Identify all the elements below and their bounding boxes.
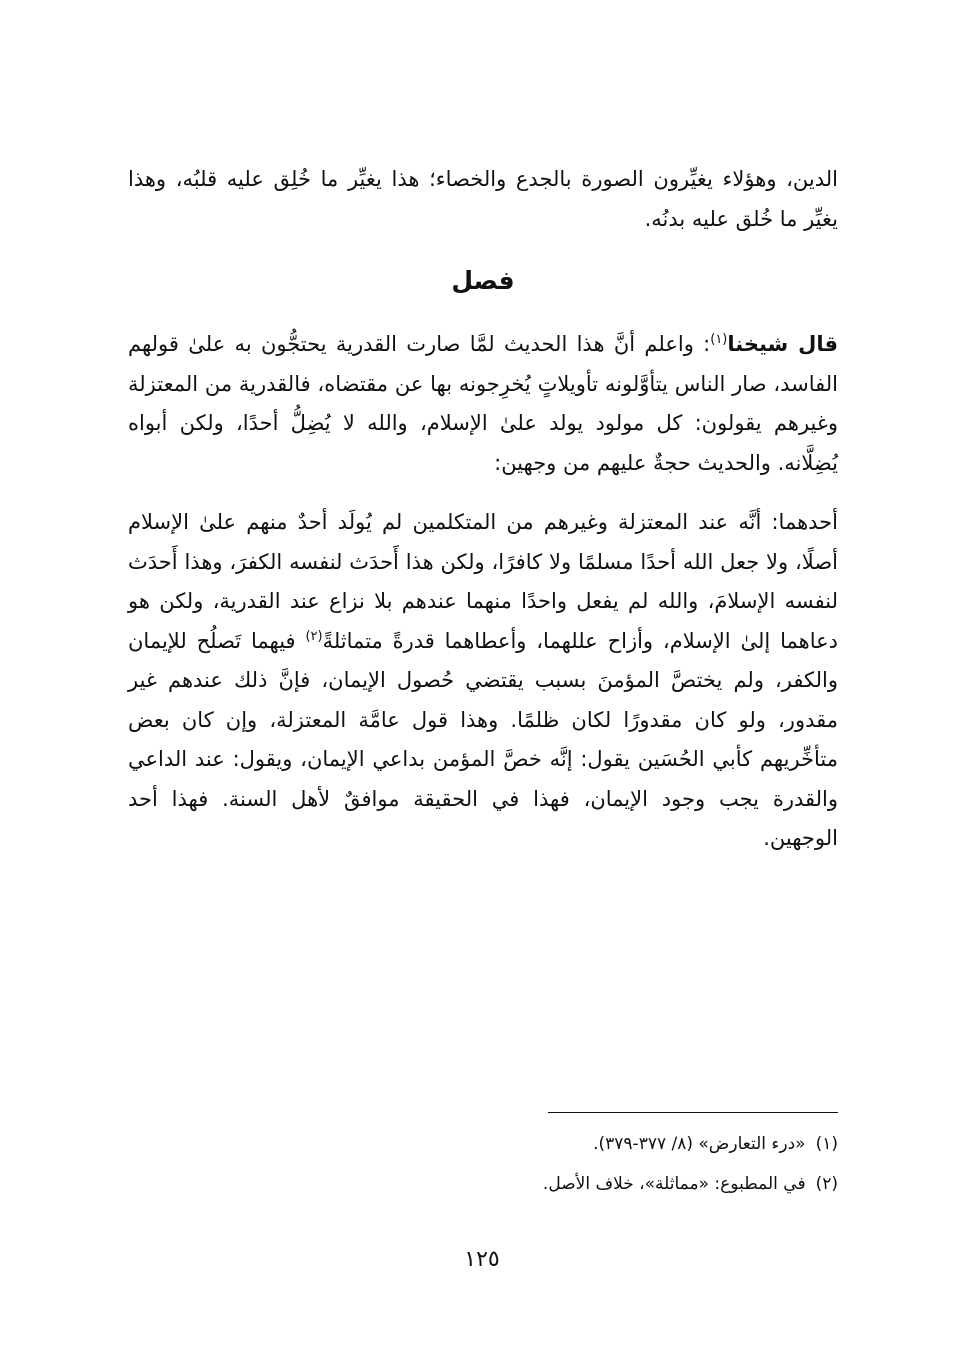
paragraph-text: : واعلم أنَّ هذا الحديث لمَّا صارت القدرية يحتجُّون به علىٰ قولهم الفاسد، صار الناس يتأوَّلونه تأويلاتٍ يُخرِجونه بها عن مقتضاه، فالقدرية من المعتزلة وغيرهم يقولون: كل مولود يولد علىٰ الإسلام، والله لا يُضِلُّ أحدًا، ولكن أبواه يُضِلَّانه. والحديث حجةٌ عليهم من وجهين: [128, 332, 838, 475]
footnote-text: «درء التعارض» (٨/ ٣٧٧-٣٧٩). [593, 1134, 806, 1154]
footnotes [128, 1124, 838, 1204]
footnote-item [128, 1124, 838, 1164]
paragraph-first-aspect [128, 503, 838, 859]
footnote-number: (٢) [815, 1174, 838, 1194]
top-paragraph: الدين، وهؤلاء يغيِّرون الصورة بالجدع والخصاء؛ هذا يغيِّر ما خُلِق عليه قلبُه، وهذا يغيِّر ما خُلق عليه بدنُه. [128, 167, 838, 231]
footnote-item [128, 1164, 838, 1204]
footnote-ref-1[interactable]: (١) [710, 332, 728, 347]
section-heading: فصل [451, 266, 515, 295]
footnote-divider [548, 1112, 838, 1113]
footnote-text: في المطبوع: «مماثلة»، خلاف الأصل. [542, 1174, 806, 1194]
paragraph-text-b: فيهما تَصلُح للإيمان والكفر، ولم يختصَّ المؤمنَ بسبب يقتضي حُصول الإيمان، فإنَّ ذلك عندهم غير مقدور، ولو كان مقدورًا لكان ظلمًا. وهذا قول عامَّة المعتزلة، وإن كان بعض متأخِّريهم كأبي الحُسَين يقول: إنَّه خصَّ المؤمن بداعي الإيمان، ويقول: عند الداعي والقدرة يجب وجود الإيمان، فهذا في الحقيقة موافقٌ لأهل السنة. فهذا أحد الوجهين. [128, 628, 838, 850]
paragraph-shaykh-quote [128, 325, 838, 483]
paragraph-text-a: أحدهما: أنَّه عند المعتزلة وغيرهم من المتكلمين لم يُولَد أحدٌ منهم علىٰ الإسلام أصلًا، ولا جعل الله أحدًا مسلمًا ولا كافرًا، ولكن هذا أَحدَث لنفسه الكفرَ، وهذا أَحدَث لنفسه الإسلامَ، والله لم يفعل واحدًا منهما عندهم بلا نزاع عند القدرية، ولكن هو دعاهما إلىٰ الإسلام، وأزاح عللهما، وأعطاهما قدرةً متماثلةً [128, 510, 838, 653]
paragraph-lead: قال شيخنا [727, 332, 838, 356]
page-body [128, 160, 838, 859]
page-number: ١٢٥ [464, 1247, 500, 1272]
footnote-ref-2[interactable]: (٢) [305, 628, 323, 644]
footnote-number: (١) [815, 1134, 838, 1154]
